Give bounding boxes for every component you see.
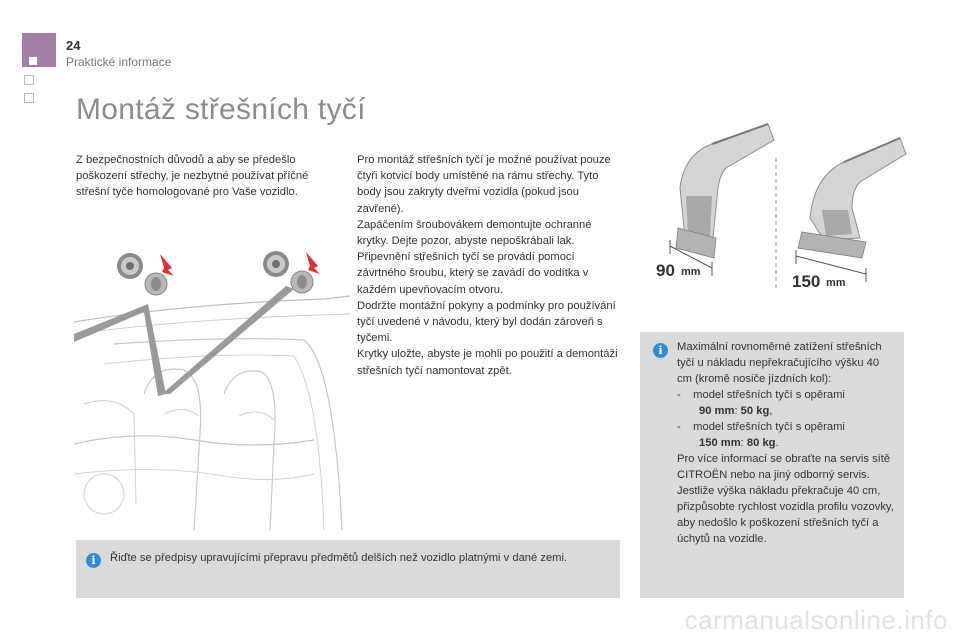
load-info-intro: Maximální rovnoměrné zatížení střešních tyčí u nákladu nepřekračujícího výšku 40 cm (kromě nosiče jízdních kol): (677, 341, 882, 385)
section-label: Praktické informace (66, 55, 172, 69)
instruction-paragraph: Připevnění střešních tyčí se provádí pomocí závrtného šroubu, který se zavádí do vodítka v každém upevňovacím otvoru. (357, 251, 589, 296)
chapter-marker-empty-1 (24, 75, 34, 85)
page-number: 24 (66, 38, 81, 53)
watermark: carmanualsonline.info (684, 605, 948, 635)
load-info-service: Pro více informací se obraťte na servis sítě CITROËN nebo na jiný odborný servis. (677, 453, 891, 481)
size-label-90: 90 (656, 261, 675, 280)
load-item-150: - model střešních tyčí s opěrami 150 mm: 80 kg. (677, 421, 845, 449)
info-icon: i (653, 343, 668, 358)
info-icon: i (86, 553, 101, 568)
load-info-speed: Jestliže výška nákladu překračuje 40 cm, přizpůsobte rychlost vozidla profilu vozovky, aby nedošlo k poškození střešních tyčí a úchytů na vozidle. (677, 485, 894, 545)
roof-bar-foot-150mm-illustration (790, 118, 910, 298)
instruction-paragraph: Dodržte montážní pokyny a podmínky pro používání tyčí uvedené v návodu, který byl dodán zároveň s tyčemi. (357, 299, 616, 345)
load-info-box (640, 332, 904, 598)
section-tab-notch (29, 57, 37, 65)
instruction-paragraph: Krytky uložte, abyste je mohli po použití a demontáži střešních tyčí namontovat zpět. (357, 348, 618, 377)
instructions-text (357, 152, 619, 379)
unit-label-150: mm (826, 277, 846, 289)
chapter-marker-empty-2 (24, 93, 34, 103)
size-label-150: 150 (792, 272, 821, 291)
unit-label-90: mm (681, 266, 701, 278)
intro-paragraph: Z bezpečnostních důvodů a aby se předešlo poškození střechy, je nezbytné používat příčné střešní tyče homologované pro Vaše vozidlo. (76, 154, 309, 199)
transport-info-text: Řiďte se předpisy upravujícími přepravu předmětů delších než vozidlo platnými v dané zemi. (110, 552, 568, 564)
load-info-text (677, 339, 895, 547)
page-title: Montáž střešních tyčí (76, 93, 366, 126)
transport-info-box (76, 540, 620, 598)
instruction-paragraph: Pro montáž střešních tyčí je možné používat pouze čtyři kotvicí body umístěné na rámu střechy. Tyto body jsou zakryty dveřmi vozidla (pokud jsou zavřené). (357, 154, 611, 215)
intro-text (76, 152, 338, 201)
section-tab-marker (22, 33, 56, 67)
load-item-90: - model střešních tyčí s opěrami 90 mm: 50 kg, (677, 389, 845, 417)
instruction-paragraph: Zapáčením šroubovákem demontujte ochranné krytky. Dejte pozor, abyste nepoškrábali lak. (357, 218, 592, 248)
car-roof-anchor-illustration (74, 244, 350, 530)
